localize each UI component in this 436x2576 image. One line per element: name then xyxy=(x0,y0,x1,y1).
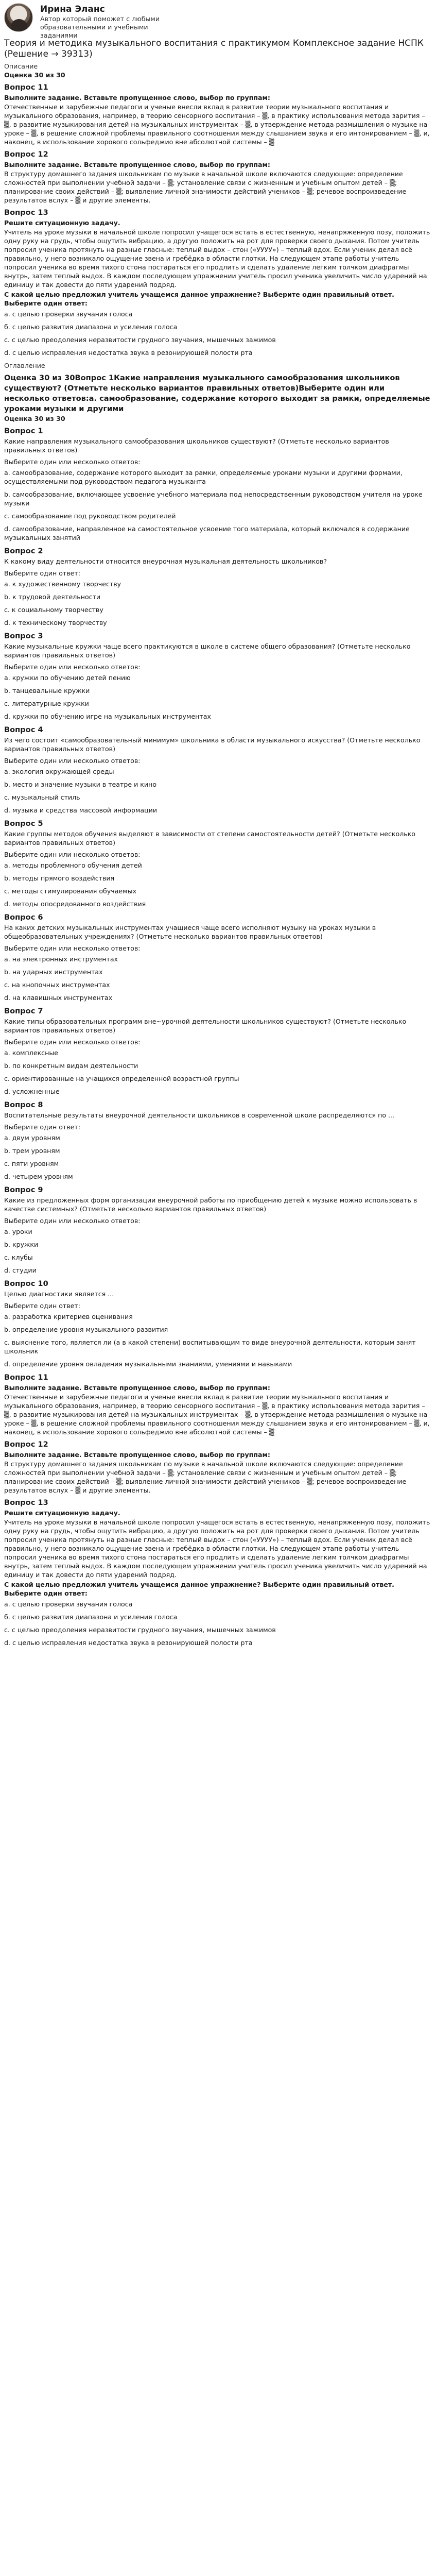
question-text: Отечественные и зарубежные педагоги и ученые внесли вклад в развитие теории музыкального воспитания и музыкального образования, например, в теорию сенсорного воспитания – ▒, в практику использования метода зарития – ▒, в развитие музыкирования детей на музыкальных инструментах – ▒, в утверждение метода размышления о музыке на уроке – ▒, в решение сложной проблемы правильного соотношения между слышанием звука и его интонированием – ▒, и, наконец, в использование хорового сольфеджио вне абсолютной системы – ▒ xyxy=(4,1393,430,1436)
answer-option: d. четырем уровням xyxy=(4,1173,73,1180)
question-task: Решите ситуационную задачу. xyxy=(4,1509,120,1517)
question-text: Какие типы образовательных программ вне~урочной деятельности школьников существуют? (Отметьте несколько вариантов правильных ответов) xyxy=(4,1018,407,1034)
question-task: Выполните задание. Вставьте пропущенное слово, выбор по группам: xyxy=(4,1451,270,1459)
answer-option: d. студии xyxy=(4,1266,37,1274)
author-header xyxy=(4,3,432,39)
contents-label: Оглавление xyxy=(4,362,45,369)
question-block xyxy=(4,912,432,1002)
question-prompt: С какой целью предложил учитель учащемся данное упражнение? Выберите один правильный ответ. xyxy=(4,291,394,298)
question-task: Выполните задание. Вставьте пропущенное слово, выбор по группам: xyxy=(4,161,270,168)
answer-label: Выберите один или несколько ответов: xyxy=(4,944,141,952)
question-heading: Вопрос 13 xyxy=(4,208,48,217)
question-heading: Вопрос 11 xyxy=(4,1373,48,1382)
answer-option: б. с целью развития диапазона и усиления голоса xyxy=(4,1613,178,1621)
answer-option: а. самообразование, содержание которого выходит за рамки, определяемые уроками музыки и другими формами, осуществляемыми под руководством педагога-музыканта xyxy=(4,469,403,485)
answer-option: d. усложненные xyxy=(4,1088,60,1095)
answer-option: а. экология окружающей среды xyxy=(4,768,114,775)
question-block xyxy=(4,1006,432,1096)
question-task: Решите ситуационную задачу. xyxy=(4,219,120,227)
question-block xyxy=(4,1372,432,1436)
answer-option: с. к социальному творчеству xyxy=(4,606,103,614)
question-heading: Вопрос 7 xyxy=(4,1007,43,1015)
answer-option: d. с целью исправления недостатка звука в резонирующей полости рта xyxy=(4,349,253,357)
answer-option: d. кружки по обучению игре на музыкальных инструментах xyxy=(4,713,211,720)
answer-option: а. методы проблемного обучения детей xyxy=(4,861,142,869)
question-text: Какие группы методов обучения выделяют в зависимости от степени самостоятельности детей? (Отметьте несколько вариантов правильных ответов) xyxy=(4,830,415,846)
author-avatar[interactable] xyxy=(4,3,33,32)
answer-option: b. трем уровням xyxy=(4,1147,60,1155)
description-label: Описание xyxy=(4,62,38,70)
section-contents xyxy=(4,361,432,1647)
question-block xyxy=(4,1100,432,1181)
answer-label: Выберите один или несколько ответов: xyxy=(4,757,141,765)
answer-option: с. с целью преодоления неразвитости грудного звучания, мышечных зажимов xyxy=(4,336,276,344)
answer-option: b. к трудовой деятельности xyxy=(4,593,101,601)
answer-option: b. самообразование, включающее усвоение учебного материала под непосредственным руководством учителя на уроке музыки xyxy=(4,490,423,507)
question-task: Выполните задание. Вставьте пропущенное слово, выбор по группам: xyxy=(4,1384,270,1392)
answer-option: с. с целью преодоления неразвитости грудного звучания, мышечных зажимов xyxy=(4,1626,276,1634)
answer-option: а. с целью проверки звучания голоса xyxy=(4,1600,133,1608)
answer-option: а. с целью проверки звучания голоса xyxy=(4,310,133,318)
answer-option: а. кружки по обучению детей пению xyxy=(4,674,131,682)
answer-option: d. методы опосредованного воздействия xyxy=(4,900,146,908)
document-title: Теория и методика музыкального воспитания с практикумом Комплексное задание НСПК (Решение → 39313) xyxy=(4,38,424,59)
answer-option: а. разработка критериев оценивания xyxy=(4,1313,133,1320)
question-text: Какие направления музыкального самообразования школьников существуют? (Отметьте несколько вариантов правильных ответов) xyxy=(4,437,389,454)
section-description xyxy=(4,62,432,357)
answer-label: Выберите один ответ: xyxy=(4,1589,88,1597)
answer-option: с. самообразование под руководством родителей xyxy=(4,512,176,520)
question-heading: Вопрос 4 xyxy=(4,725,43,734)
answer-label: Выберите один ответ: xyxy=(4,1123,80,1131)
answer-option: d. самообразование, направленное на самостоятельное усвоение того материала, который включался в содержание музыкальных занятий xyxy=(4,525,410,541)
question-heading: Вопрос 12 xyxy=(4,1440,48,1449)
question-text: Учитель на уроке музыки в начальной школе попросил учащегося встать в естественную, ненапряженную позу, положить одну руку на грудь, чтобы ощутить вибрацию, а другую положить на рот для проверки своего дыхания. Потом учитель попросил ученика протянуть на разные гласные: теплый выдох – стон («УУУУ») – теплый вдох. Если ученик делал всё правильно, у него возникало ощущение звена и гребёдка в области глотки. На следующем этапе работы учитель попросил ученика во время тихого стона постараться его продлить и сделать удаление легким толчком диафрагмы внутрь, затем теплый выдох. В каждом последующем упражнении учитель просил ученика увеличить число ударений на единицу и так довести до пяти ударений подряд. xyxy=(4,228,430,289)
question-block xyxy=(4,725,432,815)
answer-option: с. пяти уровням xyxy=(4,1160,59,1167)
answer-option: b. методы прямого воздействия xyxy=(4,874,115,882)
answer-option: с. клубы xyxy=(4,1253,33,1261)
question-text: В структуру домашнего задания школьникам по музыке в начальной школе включаются следующие: определение сложностей при выполнении учебной задачи – ▒; установление связи с жизненным и учебным опытом детей – ▒; планирование своих действий – ▒; выявление личной значимости действий учеников – ▒; речевое воспроизведение результатов вслух – ▒ и другие элементы. xyxy=(4,170,407,204)
answer-option: а. комплексные xyxy=(4,1049,59,1057)
answer-option: б. с целью развития диапазона и усиления голоса xyxy=(4,323,178,331)
answer-option: b. кружки xyxy=(4,1241,39,1248)
question-text: В структуру домашнего задания школьникам по музыке в начальной школе включаются следующие: определение сложностей при выполнении учебной задачи – ▒; установление связи с жизненным и учебным опытом детей – ▒; планирование своих действий – ▒; выявление личной значимости действий учеников – ▒; речевое воспроизведение результатов вслух – ▒ и другие элементы. xyxy=(4,1460,407,1494)
question-heading: Вопрос 2 xyxy=(4,547,43,555)
question-text: Целью диагностики является ... xyxy=(4,1290,114,1298)
author-description: Автор который поможет с любыми образовательными и учебными заданиями xyxy=(40,15,160,39)
answer-option: d. определение уровня овладения музыкальными знаниями, умениями и навыками xyxy=(4,1360,292,1368)
question-block xyxy=(4,819,432,908)
question-heading: Вопрос 6 xyxy=(4,913,43,922)
question-heading: Вопрос 9 xyxy=(4,1185,43,1194)
answer-option: d. к техническому творчеству xyxy=(4,619,107,626)
answer-option: d. музыка и средства массовой информации xyxy=(4,806,158,814)
question-block xyxy=(4,1498,432,1647)
question-block xyxy=(4,149,432,205)
answer-option: а. к художественному творчеству xyxy=(4,580,121,588)
question-heading: Вопрос 12 xyxy=(4,150,48,159)
question-heading: Вопрос 5 xyxy=(4,819,43,828)
question-text: На каких детских музыкальных инструментах учащиеся чаще всего исполняют музыку на уроках музыки в общеобразовательных учреждениях? (Отметьте несколько вариантов правильных ответов) xyxy=(4,924,376,940)
answer-label: Выберите один ответ: xyxy=(4,569,80,577)
contents-heading: Оценка 30 из 30Вопрос 1Какие направления музыкального самообразования школьников существуют? (Отметьте несколько вариантов правильных ответов)Выберите один или несколько ответов:а. самообразование, содержание которого выходит за рамки, определяемые уроками музыки и другими xyxy=(4,374,430,413)
question-heading: Вопрос 3 xyxy=(4,632,43,640)
answer-option: с. выяснение того, является ли (а в какой степени) воспитывающим то виде внеурочной деятельности, которым занят школьник xyxy=(4,1338,416,1355)
question-text: Какие из предложенных форм организации внеурочной работы по приобщению детей к музыке можно использовать в качестве системных? (Отметьте несколько вариантов правильных ответов) xyxy=(4,1196,417,1213)
question-heading: Вопрос 8 xyxy=(4,1100,43,1109)
answer-option: а. двум уровням xyxy=(4,1134,60,1142)
answer-label: Выберите один ответ: xyxy=(4,299,88,307)
question-text: Из чего состоит «самообразовательный минимум» школьника в области музыкального искусства? (Отметьте несколько вариантов правильных ответов) xyxy=(4,736,421,753)
score-line: Оценка 30 из 30 xyxy=(4,71,65,79)
answer-label: Выберите один ответ: xyxy=(4,1302,80,1310)
question-block xyxy=(4,1439,432,1495)
question-prompt: С какой целью предложил учитель учащемся данное упражнение? Выберите один правильный ответ. xyxy=(4,1581,394,1588)
answer-label: Выберите один или несколько ответов: xyxy=(4,1038,141,1046)
question-block xyxy=(4,546,432,627)
answer-option: а. уроки xyxy=(4,1228,32,1235)
answer-option: с. музыкальный стиль xyxy=(4,793,80,801)
question-text: Учитель на уроке музыки в начальной школе попросил учащегося встать в естественную, ненапряженную позу, положить одну руку на грудь, чтобы ощутить вибрацию, а другую положить на рот для проверки своего дыхания. Потом учитель попросил ученика протянуть на разные гласные: теплый выдох – стон («УУУУ») – теплый вдох. Если ученик делал всё правильно, у него возникало ощущение звена и гребёдка в области глотки. На следующем этапе работы учитель попросил ученика во время тихого стона постараться его продлить и сделать удаление легким толчком диафрагмы внутрь, затем теплый выдох. В каждом последующем упражнении учитель просил ученика увеличить число ударений на единицу и так довести до пяти ударений подряд. xyxy=(4,1518,430,1579)
answer-option: d. с целью исправления недостатка звука в резонирующей полости рта xyxy=(4,1639,253,1647)
question-heading: Вопрос 10 xyxy=(4,1279,48,1288)
answer-option: b. танцевальные кружки xyxy=(4,687,90,694)
question-text: Воспитательные результаты внеурочной деятельности школьников в современной школе распределяются по ... xyxy=(4,1111,395,1119)
question-task: Выполните задание. Вставьте пропущенное слово, выбор по группам: xyxy=(4,94,270,101)
answer-label: Выберите один или несколько ответов: xyxy=(4,663,141,671)
answer-option: с. литературные кружки xyxy=(4,700,89,707)
question-text: К какому виду деятельности относится внеурочная музыкальная деятельность школьников? xyxy=(4,557,327,565)
author-info xyxy=(40,3,184,40)
answer-option: b. по конкретным видам деятельности xyxy=(4,1062,138,1070)
answer-label: Выберите один или несколько ответов: xyxy=(4,458,141,466)
question-block xyxy=(4,631,432,721)
question-heading: Вопрос 13 xyxy=(4,1498,48,1507)
author-name[interactable]: Ирина Эланс xyxy=(40,4,105,14)
question-block xyxy=(4,1185,432,1275)
question-heading: Вопрос 1 xyxy=(4,427,43,435)
question-block xyxy=(4,208,432,357)
answer-option: с. на кнопочных инструментах xyxy=(4,981,110,989)
answer-label: Выберите один или несколько ответов: xyxy=(4,851,141,858)
answer-option: с. ориентированные на учащихся определенной возрастной группы xyxy=(4,1075,239,1082)
question-text: Отечественные и зарубежные педагоги и ученые внесли вклад в развитие теории музыкального воспитания и музыкального образования, например, в теорию сенсорного воспитания – ▒, в практику использования метода зарития – ▒, в развитие музыкирования детей на музыкальных инструментах – ▒, в утверждение метода размышления о музыке на уроке – ▒, в решение сложной проблемы правильного соотношения между слышанием звука и его интонированием – ▒, и, наконец, в использование хорового сольфеджио вне абсолютной системы – ▒ xyxy=(4,103,430,146)
question-block xyxy=(4,1279,432,1368)
answer-option: b. на ударных инструментах xyxy=(4,968,103,976)
question-block xyxy=(4,426,432,542)
answer-option: b. место и значение музыки в театре и кино xyxy=(4,781,157,788)
score-line: Оценка 30 из 30 xyxy=(4,415,65,422)
answer-label: Выберите один или несколько ответов: xyxy=(4,1217,141,1225)
question-text: Какие музыкальные кружки чаще всего практикуются в школе в системе общего образования? (Отметьте несколько вариантов правильных ответов) xyxy=(4,642,411,659)
answer-option: с. методы стимулирования обучаемых xyxy=(4,887,137,895)
answer-option: b. определение уровня музыкального развития xyxy=(4,1326,168,1333)
question-block xyxy=(4,82,432,146)
answer-option: d. на клавишных инструментах xyxy=(4,994,113,1002)
answer-option: а. на электронных инструментах xyxy=(4,955,118,963)
question-heading: Вопрос 11 xyxy=(4,83,48,92)
